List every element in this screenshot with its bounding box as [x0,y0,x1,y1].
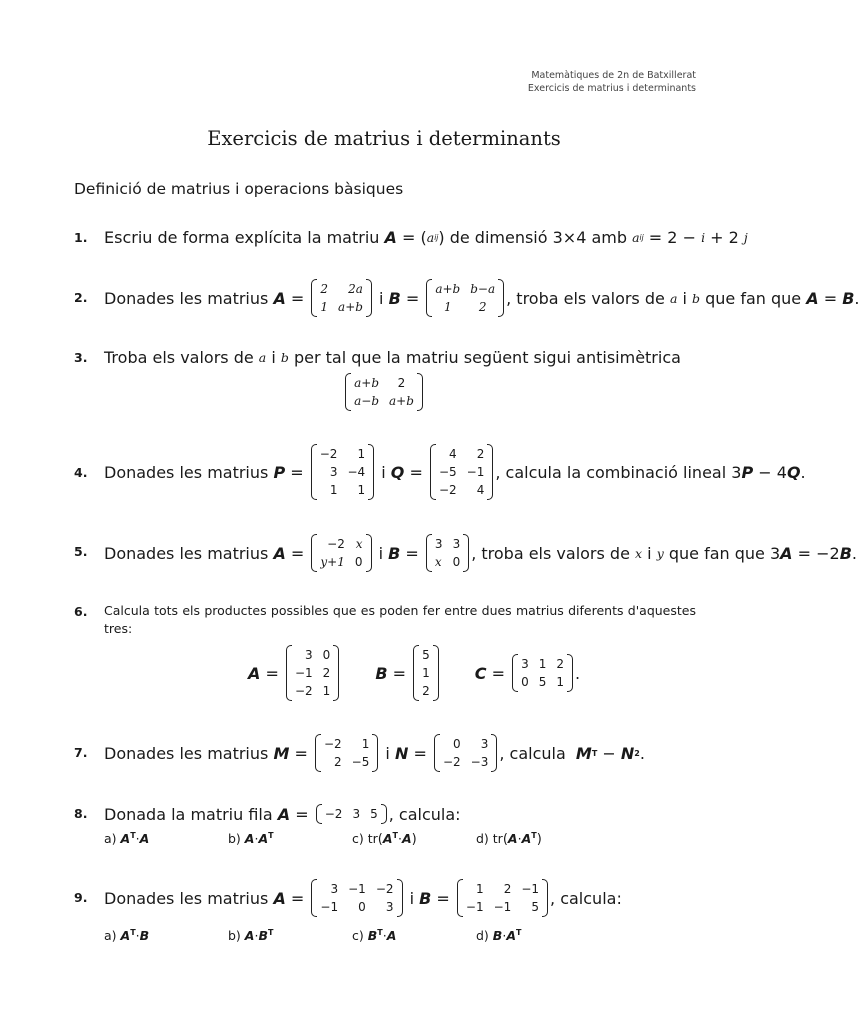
ex3-text-1: Troba els valors de [104,347,259,367]
ex6-A-12: 0 [322,648,331,662]
ex3-b: b [280,349,289,365]
ex5-statement [104,533,858,573]
ex8-item-d: d) $tr(A\cdot A^T)$ [476,831,542,848]
ex7-end: . [639,743,645,763]
ex4-text-1: Donades les matrius [104,462,274,482]
ex5-A: A [273,543,286,563]
ex8-A-3: 5 [370,807,378,821]
ex4-coef-3: 3 [731,462,742,482]
ex3-m-12: 2 [397,376,406,390]
ex3-matrix-block [0,373,768,411]
ex9-item-d: d) $B\cdot A^T$ [476,928,522,944]
ex5-A-22: 0 [354,555,363,569]
ex5-matrix-A [311,534,371,572]
ex7-N: N [394,743,409,763]
ex9-B-22: −1 [493,900,512,914]
ex2-text-1: Donades les matrius [104,288,274,308]
header-course: Matemàtiques de 2n de Batxillerat [531,70,696,81]
ex2-a: a [669,290,678,306]
ex4-statement [104,443,806,501]
ex8-A-2: 3 [352,807,361,821]
ex1-lparen: ( [420,227,427,247]
ex2-b: b [692,290,701,306]
ex7-number: 7. [74,745,88,760]
ex1-plus2: + 2 [705,227,744,247]
ex4-P-2: P [741,462,754,482]
ex5-A-21: y+1 [320,555,345,569]
ex2-text-2: , troba els valors de [506,288,670,308]
ex6-C-11: 3 [521,657,529,671]
ex7-eq: = [289,743,313,763]
ex9-A-21: −1 [320,900,339,914]
ex2-matrix-A [311,279,372,317]
ex7-text-2: , calcula [499,743,576,763]
ex6-A: A [248,663,261,683]
ex5-A-2: A [780,543,793,563]
ex2-A-21: 1 [320,300,329,314]
ex4-P-32: 1 [357,483,366,497]
ex1-eq: = [396,227,421,247]
ex5-and: i [373,543,389,563]
ex2-B-end: B [842,288,855,308]
ex2-A-end: A [806,288,819,308]
ex6-A-22: 2 [322,666,331,680]
ex7-M: M [273,743,290,763]
ex2-text-3: que fan que [700,288,807,308]
ex1-a2: a [632,229,640,245]
ex7-M-11: −2 [323,737,342,751]
ex3-m-22: a+b [389,394,414,408]
ex5-eq: = [285,543,310,563]
ex8-item-b: b) $A\cdot A^T$ [228,831,274,847]
ex1-text-1: Escriu de forma explícita la matriu [104,227,385,247]
ex8-row-matrix [316,804,387,824]
ex4-matrix-Q [430,444,493,500]
ex9-eq: = [285,888,310,908]
ex5-y: y [656,545,664,561]
ex7-eq-2: = [408,743,432,763]
ex4-minus-4: − 4 [753,462,787,482]
ex5-A-12: x [355,537,363,551]
ex4-eq: = [285,462,309,482]
ex3-and: i [266,347,281,367]
ex8-eq: = [290,804,314,824]
ex3-m-21: a−b [354,394,379,408]
ex4-Q-21: −5 [438,465,457,479]
ex9-items [104,928,600,943]
ex4-P-22: −4 [347,465,366,479]
ex1-j: j [743,229,748,245]
ex9-text-2: , calcula: [550,888,622,908]
ex7-N-21: −2 [442,755,461,769]
ex8-item-c: c) $tr(A^T\cdot A)$ [352,831,417,848]
ex5-text-2: , troba els valors de [471,543,636,563]
ex4-Q-31: −2 [438,483,457,497]
ex4-P-31: 1 [329,483,338,497]
ex8-item-a: a) $A^T\cdot A$ [104,831,150,847]
ex9-item-a: a) $A^T\cdot B$ [104,928,150,944]
ex9-statement [104,879,696,917]
ex7-matrix-N [434,734,497,772]
ex7-matrix-M [315,734,378,772]
ex7-square: 2 [634,748,640,758]
ex9-eq-2: = [431,888,455,908]
ex3-statement [104,346,696,368]
ex2-matrix-B [426,279,504,317]
ex5-text-3: que fan que 3 [663,543,781,563]
ex4-number: 4. [74,465,88,480]
ex5-x: x [635,545,643,561]
ex8-A: A [277,804,291,824]
ex6-text: Calcula tots els productes possibles que es poden fer entre dues matrius diferents d'aquestes tres: [104,603,696,636]
ex4-Q-12: 2 [476,447,485,461]
ex4-P-11: −2 [319,447,338,461]
ex6-C: C [474,663,487,683]
ex9-B: B [419,888,432,908]
ex5-B-11: 3 [434,537,443,551]
ex4-P: P [273,462,286,482]
ex6-C-21: 0 [521,675,529,689]
ex5-and-2: i [642,543,657,563]
page-header [528,69,696,95]
ex6-end: . [574,663,581,683]
ex9-A-11: 3 [330,882,339,896]
ex9-A-13: −2 [375,882,394,896]
ex4-P-12: 1 [357,447,366,461]
ex9-matrix-B [457,879,548,917]
ex5-B-21: x [434,555,442,569]
page-title: Exercicis de matrius i determinants [207,127,561,150]
ex8-text-2: , calcula: [388,804,461,824]
ex9-A-12: −1 [348,882,366,896]
ex5-B: B [388,543,401,563]
ex7-N-11: 0 [453,737,461,751]
ex6-eq-A: = [260,663,284,683]
ex2-B: B [388,288,401,308]
ex2-eq: = [285,288,310,308]
ex2-eq-3: = [818,288,843,308]
ex9-item-b: b) $A\cdot B^T$ [228,928,274,944]
ex2-A-11: 2 [320,282,329,296]
ex9-and: i [404,888,420,908]
ex6-C-23: 1 [556,675,564,689]
ex1-rhs: = 2 − [643,227,702,247]
ex1-number: 1. [74,230,88,245]
ex7-and: i [380,743,395,763]
ex9-B-12: 2 [503,882,512,896]
ex2-B-22: 2 [478,300,487,314]
ex5-A-11: −2 [327,537,345,551]
ex4-Q-32: 4 [476,483,485,497]
ex2-end: . [854,288,860,308]
ex1-matrix-A: A [384,227,397,247]
ex1-a: a [426,229,435,245]
ex6-B-3: 2 [422,684,430,698]
ex9-B-11: 1 [475,882,484,896]
ex5-number: 5. [74,544,88,559]
ex8-items [104,831,600,847]
ex2-A-22: a+b [338,300,363,314]
ex4-Q-11: 4 [449,447,457,461]
ex2-A: A [273,288,286,308]
ex6-eq-C: = [486,663,511,683]
ex9-B-23: 5 [531,900,540,914]
ex5-B-2: B [839,543,852,563]
ex1-text-2: de dimensió 3×4 amb [444,227,633,247]
ex6-eq-B: = [387,663,412,683]
ex6-A-21: −1 [294,666,313,680]
ex7-M-22: −5 [351,755,370,769]
ex1-rparen: ) [438,227,445,247]
ex1-i: i [701,229,706,245]
ex7-minus: − [597,743,621,763]
ex1-ij: ij [434,232,439,242]
ex7-M-12: 1 [361,737,370,751]
ex3-number: 3. [74,350,88,365]
ex2-number: 2. [74,290,88,305]
ex6-matrix-A [286,645,339,701]
ex6-A-32: 1 [322,684,331,698]
ex9-A-23: 3 [385,900,394,914]
ex6-C-22: 5 [538,675,547,689]
ex2-A-12: 2a [348,282,363,296]
ex2-statement [104,279,860,317]
ex3-a: a [258,349,267,365]
ex9-item-c: c) $B^T\cdot A$ [352,928,397,944]
ex6-B-2: 1 [422,666,430,680]
ex3-text-2: per tal que la matriu següent sigui antisimètrica [288,347,681,367]
ex1-statement [104,226,748,248]
ex5-matrix-B [426,534,469,572]
ex7-text-1: Donades les matrius [104,743,274,763]
ex6-matrix-C [512,654,573,692]
ex4-Q-2: Q [786,462,801,482]
ex2-eq-2: = [400,288,425,308]
ex5-eq-3: = −2 [792,543,840,563]
ex7-M-2: M [575,743,592,763]
ex6-B-1: 5 [422,648,430,662]
ex5-text-1: Donades les matrius [104,543,274,563]
ex6-C-12: 1 [538,657,547,671]
ex6-C-13: 2 [556,657,564,671]
ex6-matrix-B [413,645,439,701]
ex6-A-31: −2 [294,684,313,698]
ex4-text-2: , calcula la combinació lineal [495,462,732,482]
ex8-number: 8. [74,806,88,821]
ex2-B-21: 1 [443,300,452,314]
ex7-M-21: 2 [334,755,342,769]
ex8-text-1: Donada la matriu fila [104,804,278,824]
ex5-B-22: 0 [452,555,461,569]
section-heading: Definició de matrius i operacions bàsiques [74,180,404,198]
ex5-B-12: 3 [452,537,461,551]
ex4-and: i [376,462,391,482]
ex3-m-11: a+b [354,376,379,390]
ex6-number: 6. [74,604,88,619]
ex4-matrix-P [311,444,374,500]
ex9-matrix-A [311,879,402,917]
ex3-matrix [345,373,423,411]
ex9-number: 9. [74,890,88,905]
ex6-matrices [248,645,580,701]
ex9-B-21: −1 [465,900,484,914]
ex7-N-12: 3 [480,737,489,751]
ex4-Q: Q [390,462,405,482]
ex9-A-22: 0 [358,900,366,914]
ex2-and-2: i [677,288,693,308]
ex7-transpose: T [591,748,598,758]
ex7-N-22: −3 [470,755,489,769]
ex9-text-1: Donades les matrius [104,888,274,908]
ex4-P-21: 3 [329,465,338,479]
ex2-B-11: a+b [435,282,461,296]
ex5-end: . [851,543,858,563]
ex2-and-1: i [373,288,389,308]
ex8-A-1: −2 [324,807,343,821]
ex6-B: B [375,663,388,683]
ex7-N-2: N [620,743,635,763]
ex4-eq-2: = [404,462,428,482]
header-topic: Exercicis de matrius i determinants [527,83,696,94]
ex9-A: A [273,888,286,908]
ex7-statement [104,734,696,772]
ex4-Q-22: −1 [466,465,485,479]
ex9-B-13: −1 [521,882,540,896]
ex1-ij2: ij [639,232,644,242]
ex2-B-12: b−a [470,282,496,296]
ex4-end: . [800,462,806,482]
ex5-eq-2: = [400,543,424,563]
ex8-statement [104,803,696,825]
ex6-A-11: 3 [305,648,313,662]
